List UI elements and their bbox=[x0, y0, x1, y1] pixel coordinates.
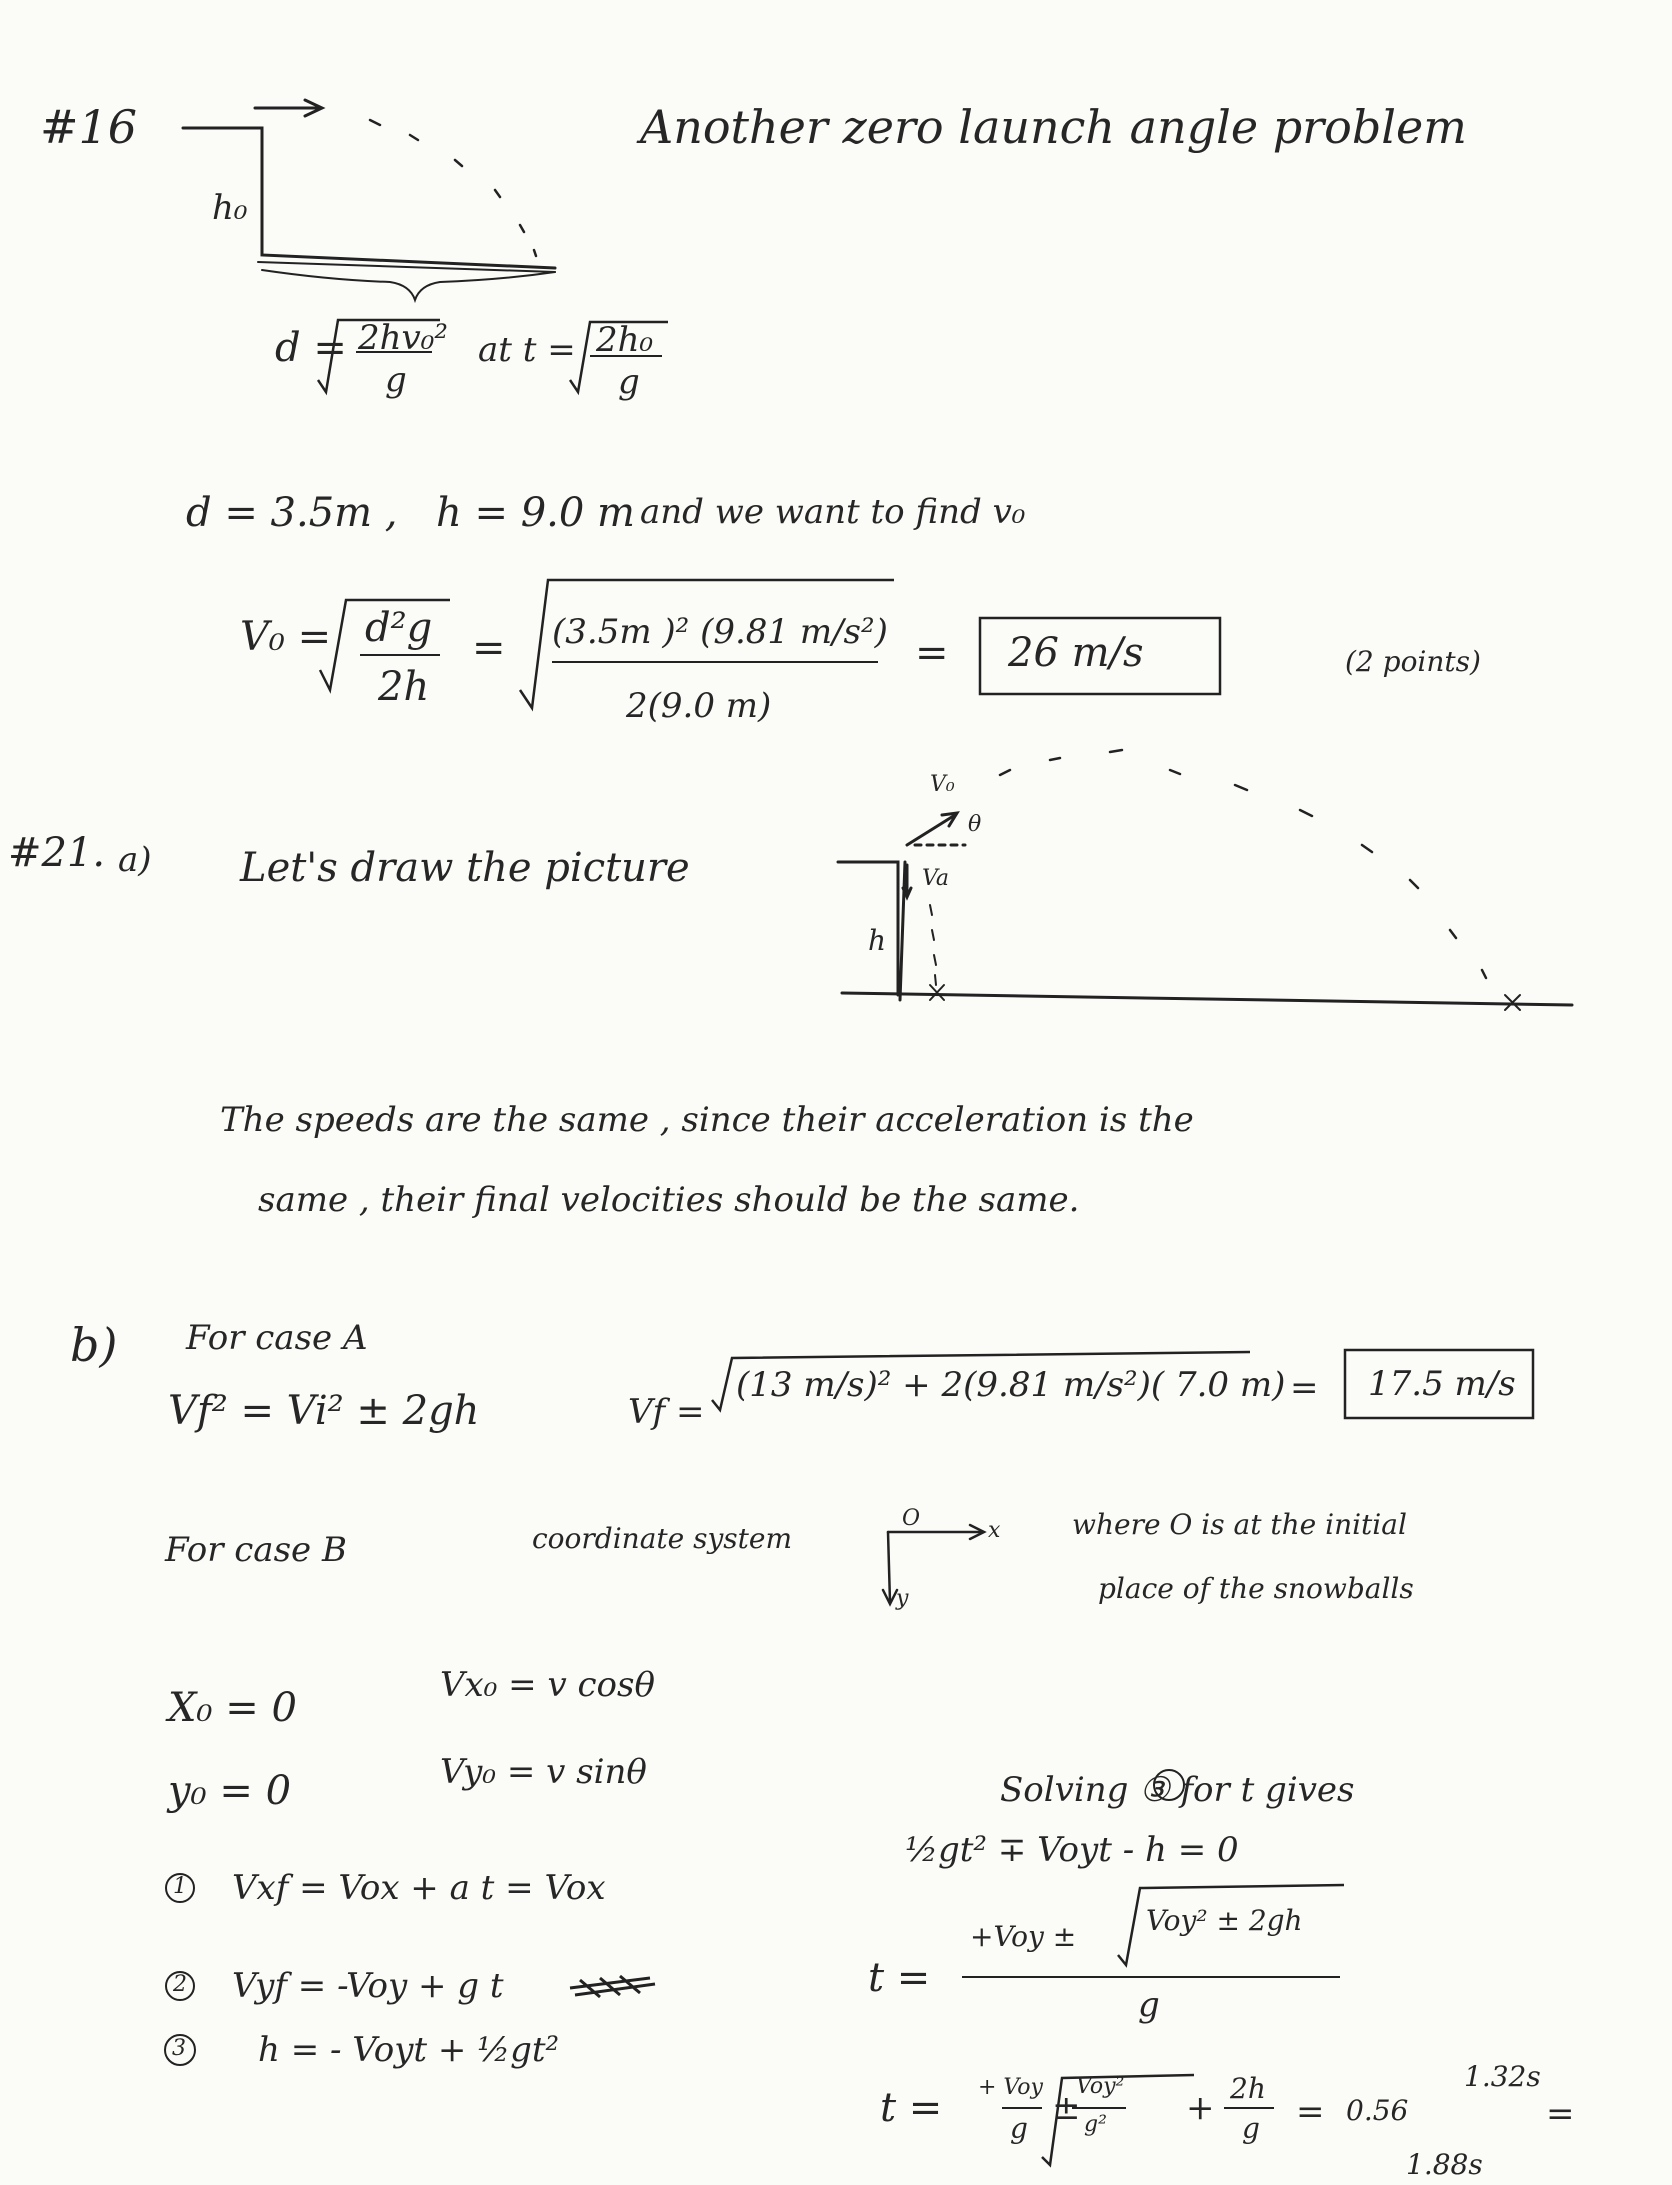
diagram-theta-label: θ bbox=[968, 812, 982, 837]
given-text: and we want to find v₀ bbox=[640, 492, 1026, 532]
vf-expression: (13 m/s)² + 2(9.81 m/s²)( 7.0 m) bbox=[736, 1365, 1286, 1405]
eq-at-label: at t = bbox=[478, 330, 576, 370]
vf-lhs: Vf = bbox=[628, 1392, 705, 1432]
v0-numerator: d²g bbox=[365, 605, 433, 651]
t1-lhs: t = bbox=[868, 1955, 931, 2001]
explain-line-2: same , their final velocities should be the same. bbox=[258, 1180, 1080, 1220]
case-a-label: For case A bbox=[186, 1318, 368, 1358]
t-final: 1.88s bbox=[1406, 2148, 1483, 2181]
v0-lhs: V₀ = bbox=[240, 614, 332, 660]
scribble bbox=[570, 1976, 655, 1997]
given-d: d = 3.5m , bbox=[186, 490, 398, 536]
circled-numbers bbox=[165, 1770, 1184, 2065]
eq2: Vyf = -Voy + g t bbox=[232, 1966, 504, 2006]
t2-c-denominator: g bbox=[1242, 2112, 1260, 2145]
v0-equals-2: = bbox=[915, 630, 949, 676]
diagram-va-label: Va bbox=[922, 866, 949, 891]
problem-21-number: #21. bbox=[8, 830, 106, 876]
vf-answer: 17.5 m/s bbox=[1368, 1364, 1516, 1404]
vf-equals: = bbox=[1290, 1368, 1319, 1408]
y0-equation: y₀ = 0 bbox=[168, 1768, 292, 1814]
eq-d-denominator: g bbox=[385, 360, 407, 400]
eq-t-denominator: g bbox=[618, 362, 640, 402]
eq-d-lhs: d = bbox=[275, 325, 347, 371]
t2-equals-2: = bbox=[1546, 2094, 1575, 2134]
problem-16-number: #16 bbox=[40, 100, 138, 154]
case-a-equation: Vf² = Vi² ± 2gh bbox=[168, 1388, 480, 1434]
place-text: place of the snowballs bbox=[1098, 1572, 1414, 1605]
eq1-number: 1 bbox=[173, 1874, 187, 1899]
eq2-number: 2 bbox=[173, 1972, 187, 1997]
eq3: h = - Voyt + ½gt² bbox=[258, 2030, 560, 2070]
given-h: h = 9.0 m bbox=[436, 490, 635, 536]
part-b-label: b) bbox=[70, 1318, 118, 1372]
eq-d-numerator: 2hv₀² bbox=[358, 318, 448, 358]
part-a-label: a) bbox=[118, 840, 152, 880]
eq3-number: 3 bbox=[172, 2036, 186, 2061]
problem-16-title: Another zero launch angle problem bbox=[640, 100, 1467, 154]
where-text: where O is at the initial bbox=[1072, 1508, 1407, 1541]
t2-equals: = bbox=[1296, 2092, 1325, 2132]
eq1: Vxf = Vox + a t = Vox bbox=[232, 1868, 606, 1908]
t2-plus-minus: ± bbox=[1052, 2088, 1081, 2128]
v0-substituted-denominator: 2(9.0 m) bbox=[626, 686, 772, 726]
t2-c-numerator: 2h bbox=[1230, 2072, 1266, 2105]
points-note: (2 points) bbox=[1345, 645, 1481, 678]
coordinate-text: coordinate system bbox=[532, 1522, 793, 1555]
coord-y-label: y bbox=[896, 1586, 909, 1611]
v0-substituted-numerator: (3.5m )² (9.81 m/s²) bbox=[552, 612, 888, 652]
coord-x-label: x bbox=[988, 1518, 1001, 1543]
vx0-equation: Vx₀ = v cosθ bbox=[440, 1665, 655, 1705]
t2-a-denominator: g bbox=[1010, 2112, 1028, 2145]
v0-equals: = bbox=[472, 625, 506, 671]
t2-lhs: t = bbox=[880, 2085, 943, 2131]
diagram-v0-label: V₀ bbox=[930, 772, 955, 797]
t2-value: 0.56 bbox=[1346, 2094, 1409, 2127]
t2-alternate-value: 1.32s bbox=[1464, 2060, 1541, 2093]
part-a-text: Let's draw the picture bbox=[240, 845, 690, 891]
x0-equation: X₀ = 0 bbox=[168, 1685, 297, 1731]
t1-numerator-a: +Voy ± bbox=[970, 1920, 1077, 1953]
diagram-h-label: h bbox=[868, 924, 887, 957]
t1-denominator: g bbox=[1138, 1985, 1160, 2025]
v0-answer: 26 m/s bbox=[1008, 630, 1144, 676]
v0-denominator: 2h bbox=[378, 664, 430, 710]
quadratic-equation: ½gt² ∓ Voyt - h = 0 bbox=[905, 1830, 1239, 1870]
t1-numerator-b: Voy² ± 2gh bbox=[1146, 1904, 1303, 1937]
t2-a-numerator: + Voy bbox=[978, 2075, 1043, 2100]
eq-t-numerator: 2h₀ bbox=[596, 320, 654, 360]
coord-origin-label: O bbox=[902, 1506, 921, 1531]
solving-text: Solving ③ for t gives bbox=[1000, 1770, 1355, 1810]
vy0-equation: Vy₀ = v sinθ bbox=[440, 1752, 647, 1792]
t2-b-denominator: g² bbox=[1084, 2112, 1107, 2137]
height-label: h₀ bbox=[212, 188, 248, 228]
t2-plus: + bbox=[1186, 2088, 1215, 2128]
explain-line-1: The speeds are the same , since their acceleration is the bbox=[220, 1100, 1194, 1140]
t2-b-numerator: Voy² bbox=[1076, 2074, 1125, 2099]
case-b-label: For case B bbox=[165, 1530, 347, 1570]
